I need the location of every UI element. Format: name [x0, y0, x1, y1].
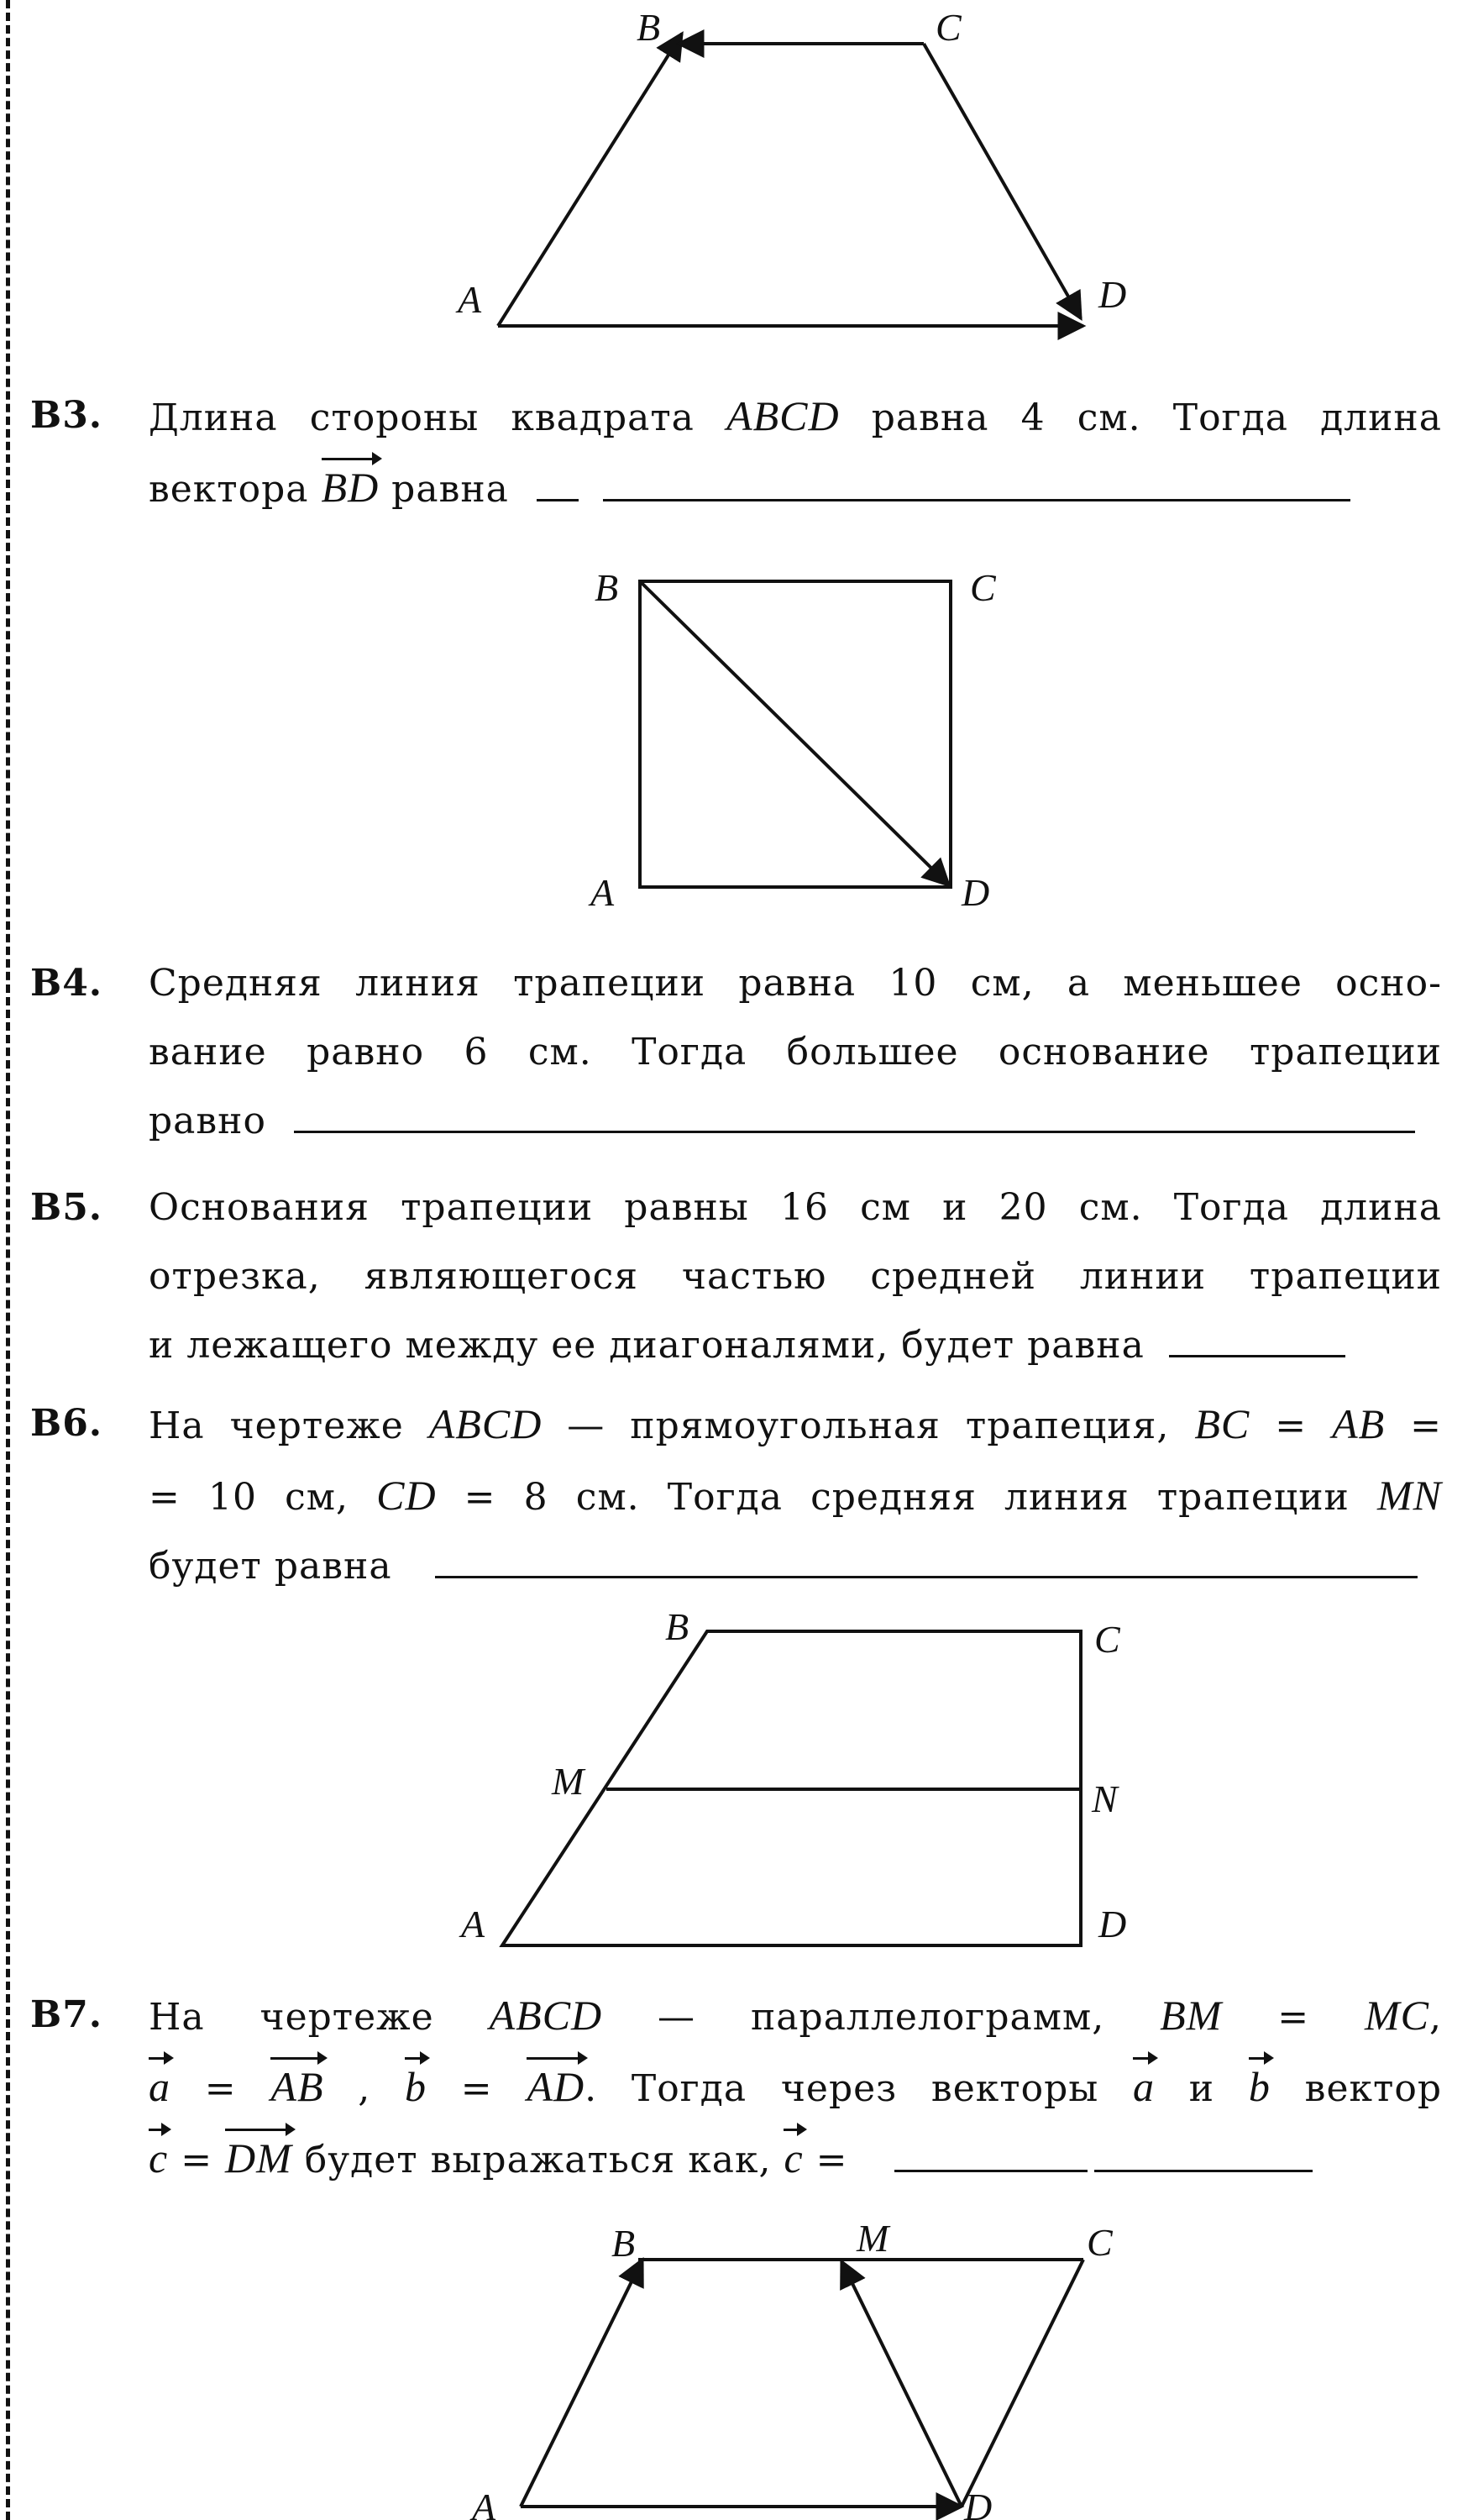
text-run: =: [170, 2067, 271, 2110]
text-run: На чертеже: [149, 1404, 429, 1447]
text-run: — параллелограмм,: [602, 1996, 1161, 2039]
answer-blank[interactable]: [1169, 1325, 1345, 1357]
square-figure: [588, 566, 997, 914]
problem-number: B4.: [30, 962, 103, 1005]
text-line: вание равно 6 см. Тогда большее основание трапеции: [149, 1031, 1442, 1074]
text-line: [149, 381, 1442, 453]
text-line: [149, 1311, 1442, 1380]
text-run: равно: [149, 1100, 266, 1142]
label-c: C: [1094, 1618, 1120, 1661]
label-c: C: [936, 6, 962, 49]
problem-number: B3.: [30, 394, 103, 437]
problem-text: [149, 381, 1442, 524]
trapezoid-vector-figure: [455, 6, 1126, 326]
math-run: ABCD: [726, 392, 840, 439]
text-run: ,: [1429, 1996, 1442, 2039]
text-run: будет выражаться как,: [291, 2139, 784, 2181]
text-line: [149, 1389, 1442, 1461]
text-line: [149, 1532, 1442, 1601]
text-run: ,: [323, 2067, 406, 2110]
text-line: [149, 2124, 1442, 2195]
label-m: M: [857, 2217, 889, 2260]
vector-bd-symbol: BD: [322, 453, 380, 522]
parallelogram-figure: [469, 2217, 1114, 2520]
answer-blank[interactable]: [294, 1100, 1415, 1133]
math-run: AB: [1332, 1400, 1386, 1447]
text-run: равна 4 см. Тогда длина: [839, 396, 1442, 439]
label-c: C: [1087, 2221, 1113, 2264]
text-run: . Тогда через векторы: [584, 2067, 1134, 2110]
vector-c-symbol: c: [149, 2124, 168, 2192]
problem-text: [149, 1981, 1442, 2195]
vector-ad-symbol: AD: [527, 2052, 584, 2121]
math-run: ABCD: [428, 1400, 543, 1447]
math-run: BM: [1160, 1992, 1223, 2039]
text-run: и: [1155, 2067, 1249, 2110]
problem-number: B7.: [30, 1993, 103, 2036]
label-a: A: [458, 278, 482, 321]
vector-cd: [924, 44, 1081, 318]
vector-ab: [498, 34, 682, 326]
label-a: A: [472, 2486, 496, 2520]
vector-dm: [841, 2261, 962, 2507]
text-line: [149, 2052, 1442, 2124]
vector-ab-symbol: AB: [270, 2052, 323, 2121]
vector-b-symbol: b: [405, 2052, 427, 2121]
text-run: = 8 см. Тогда средняя линия трапеции: [436, 1476, 1378, 1519]
math-run: MC: [1365, 1992, 1429, 2039]
text-run: =: [168, 2139, 226, 2181]
text-run: =: [1250, 1404, 1333, 1447]
label-d: D: [1098, 1903, 1127, 1945]
side-cd: [962, 2260, 1083, 2507]
label-d: D: [964, 2486, 993, 2520]
math-run: MN: [1377, 1472, 1443, 1519]
text-run: и лежащего между ее диагоналями, будет равна: [149, 1324, 1145, 1367]
math-run: CD: [376, 1472, 437, 1519]
text-run: =: [803, 2139, 848, 2181]
vector-a-symbol: a: [1133, 2052, 1155, 2121]
problem-text: [149, 1389, 1442, 1601]
text-line: Средняя линия трапеции равна 10 см, а меньшее осно-: [149, 962, 1442, 1005]
text-run: вектора: [149, 468, 322, 511]
label-a: A: [461, 1903, 485, 1945]
problem-number: B6.: [30, 1402, 103, 1445]
answer-blank[interactable]: [603, 469, 1350, 501]
math-run: ABCD: [489, 1992, 603, 2039]
answer-blank[interactable]: [435, 1546, 1418, 1578]
right-trapezoid-figure: [459, 1605, 1126, 1945]
text-line: [149, 453, 1442, 524]
problem-text: [149, 949, 1442, 1156]
math-run: BC: [1194, 1400, 1250, 1447]
label-a: A: [590, 871, 615, 914]
label-b: B: [611, 2222, 636, 2265]
text-line: [149, 1087, 1442, 1156]
vector-a-symbol: a: [149, 2052, 170, 2121]
text-run: =: [427, 2067, 527, 2110]
label-m: M: [552, 1760, 584, 1803]
text-line: отрезка, являющегося частью средней линии трапеции: [149, 1255, 1442, 1298]
text-run: Длина стороны квадрата: [149, 396, 727, 439]
label-b: B: [665, 1605, 689, 1648]
text-run: = 10 см,: [149, 1476, 377, 1519]
label-b: B: [595, 566, 619, 609]
label-b: B: [637, 6, 661, 49]
text-run: равна: [379, 468, 509, 511]
text-run: =: [1222, 1996, 1365, 2039]
problem-number: B5.: [30, 1186, 103, 1229]
text-run: =: [1385, 1404, 1443, 1447]
text-run: вектор: [1270, 2067, 1442, 2110]
label-n: N: [1092, 1777, 1118, 1820]
text-line: Основания трапеции равны 16 см и 20 см. Тогда длина: [149, 1186, 1442, 1229]
label-d: D: [962, 871, 990, 914]
vector-dm-symbol: DM: [225, 2124, 292, 2192]
text-line: [149, 1981, 1442, 2052]
problem-text: [149, 1173, 1442, 1380]
answer-blank[interactable]: [894, 2139, 1088, 2172]
vector-bd: [640, 581, 949, 885]
vector-b-symbol: b: [1249, 2052, 1271, 2121]
vector-c-symbol: c: [784, 2124, 803, 2192]
answer-blank[interactable]: [537, 469, 579, 501]
label-c: C: [970, 566, 996, 609]
side-ab: [521, 2260, 642, 2507]
text-line: [149, 1461, 1442, 1532]
text-run: будет равна: [149, 1545, 392, 1588]
answer-blank[interactable]: [1094, 2139, 1313, 2172]
text-run: На чертеже: [149, 1996, 490, 2039]
label-d: D: [1098, 273, 1127, 316]
text-run: — прямоугольная трапеция,: [542, 1404, 1195, 1447]
